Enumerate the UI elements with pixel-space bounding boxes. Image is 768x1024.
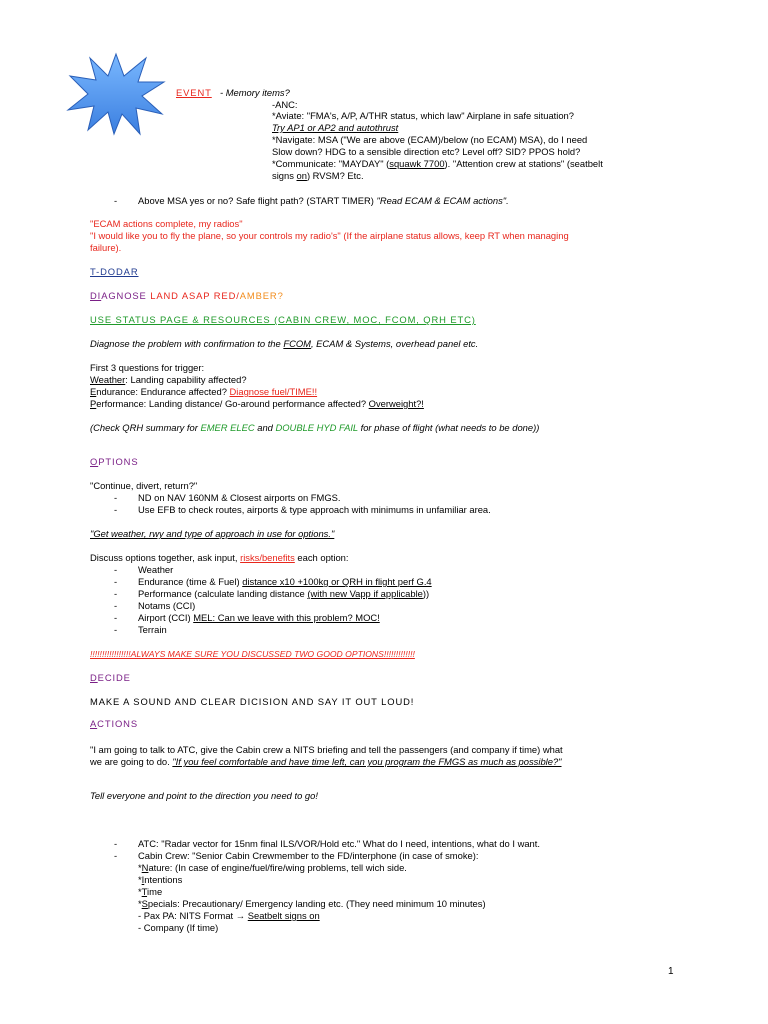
- options-heading: OPTIONS: [90, 456, 139, 467]
- ecam-line-2: "I would like you to fly the plane, so your controls my radio's" (If the airplane status allows, keep RT when managing: [90, 230, 569, 241]
- arrow-right-icon: →: [235, 910, 246, 921]
- status-page-line: USE STATUS PAGE & RESOURCES (CABIN CREW, MOC, FCOM, QRH ETC): [90, 314, 476, 325]
- discuss-options-line: Discuss options together, ask input, risks/benefits each option:: [90, 552, 349, 563]
- star-burst-icon: [66, 52, 166, 136]
- bullet-endurance: Endurance (time & Fuel) distance x10 +100kg or QRH in flight perf G.4: [138, 576, 432, 587]
- two-options-warning: !!!!!!!!!!!!!!!!!ALWAYS MAKE SURE YOU DISCUSSED TWO GOOD OPTIONS!!!!!!!!!!!!!: [90, 649, 415, 659]
- signs-line: signs on) RVSM? Etc.: [272, 170, 364, 181]
- pax-pa-line: - Pax PA: NITS Format → Seatbelt signs on: [138, 910, 320, 921]
- anc-label: -ANC:: [272, 99, 298, 110]
- diagnose-heading: DIAGNOSE LAND ASAP RED/AMBER?: [90, 290, 284, 301]
- ecam-line-3: failure).: [90, 242, 122, 253]
- event-heading: EVENT: [176, 87, 212, 98]
- navigate-line-2: Slow down? HDG to a sensible direction etc? Level off? SID? PPOS hold?: [272, 146, 581, 157]
- tell-everyone-line: Tell everyone and point to the direction you need to go!: [90, 790, 318, 801]
- communicate-line: *Communicate: "MAYDAY" (squawk 7700). "Attention crew at stations" (seatbelt: [272, 158, 603, 169]
- aviate-line: *Aviate: "FMA's, A/P, A/THR status, which law" Airplane in safe situation?: [272, 110, 574, 121]
- decide-heading: DECIDE: [90, 672, 131, 683]
- decision-line: MAKE A SOUND AND CLEAR DICISION AND SAY IT OUT LOUD!: [90, 696, 415, 707]
- efb-bullet: Use EFB to check routes, airports & type approach with minimums in unfamiliar area.: [138, 504, 491, 515]
- continue-divert-return: "Continue, divert, return?": [90, 480, 198, 491]
- bullet-terrain: Terrain: [138, 624, 167, 635]
- bullet-airport: Airport (CCI) MEL: Can we leave with this problem? MOC!: [138, 612, 380, 623]
- nits-specials: *Specials: Precautionary/ Emergency landing etc. (They need minimum 10 minutes): [138, 898, 486, 909]
- tdodar-title: T-DODAR: [90, 266, 139, 277]
- get-weather-line: "Get weather, rwy and type of approach in use for options.": [90, 528, 335, 539]
- performance-question: Performance: Landing distance/ Go-around performance affected? Overweight?!: [90, 398, 424, 409]
- nits-intentions: *Intentions: [138, 874, 183, 885]
- navigate-line-1: *Navigate: MSA ("We are above (ECAM)/below (no ECAM) MSA), do I need: [272, 134, 588, 145]
- actions-heading: ACTIONS: [90, 718, 138, 729]
- talk-line-2: we are going to do. "If you feel comfortable and have time left, can you program the FMGS as much as possible?": [90, 756, 562, 767]
- weather-question: Weather: Landing capability affected?: [90, 374, 247, 385]
- first-questions: First 3 questions for trigger:: [90, 362, 205, 373]
- memory-items: - Memory items?: [220, 87, 290, 98]
- nd-bullet: ND on NAV 160NM & Closest airports on FMGS.: [138, 492, 341, 503]
- cabin-crew-bullet: Cabin Crew: "Senior Cabin Crewmember to the FD/interphone (in case of smoke):: [138, 850, 479, 861]
- page-number: 1: [668, 966, 674, 977]
- msa-check-line: Above MSA yes or no? Safe flight path? (START TIMER) "Read ECAM & ECAM actions".: [138, 195, 509, 206]
- diagnose-problem-line: Diagnose the problem with confirmation to the FCOM, ECAM & Systems, overhead panel etc.: [90, 338, 479, 349]
- atc-bullet: ATC: "Radar vector for 15nm final ILS/VOR/Hold etc." What do I need, intentions, what do I want.: [138, 838, 540, 849]
- nits-time: *Time: [138, 886, 163, 897]
- qrh-check-line: (Check QRH summary for EMER ELEC and DOUBLE HYD FAIL for phase of flight (what needs to be done)): [90, 422, 540, 433]
- bullet-weather: Weather: [138, 564, 174, 575]
- bullet-performance: Performance (calculate landing distance (with new Vapp if applicable)): [138, 588, 430, 599]
- company-line: - Company (If time): [138, 922, 219, 933]
- try-ap-line: Try AP1 or AP2 and autothrust: [272, 122, 399, 133]
- bullet-notams: Notams (CCI): [138, 600, 196, 611]
- ecam-line-1: "ECAM actions complete, my radios": [90, 218, 243, 229]
- nits-nature: *Nature: (In case of engine/fuel/fire/wing problems, tell wich side.: [138, 862, 407, 873]
- talk-line-1: "I am going to talk to ATC, give the Cabin crew a NITS briefing and tell the passengers (and company if time) what: [90, 744, 563, 755]
- endurance-question: Endurance: Endurance affected? Diagnose fuel/TIME!!: [90, 386, 318, 397]
